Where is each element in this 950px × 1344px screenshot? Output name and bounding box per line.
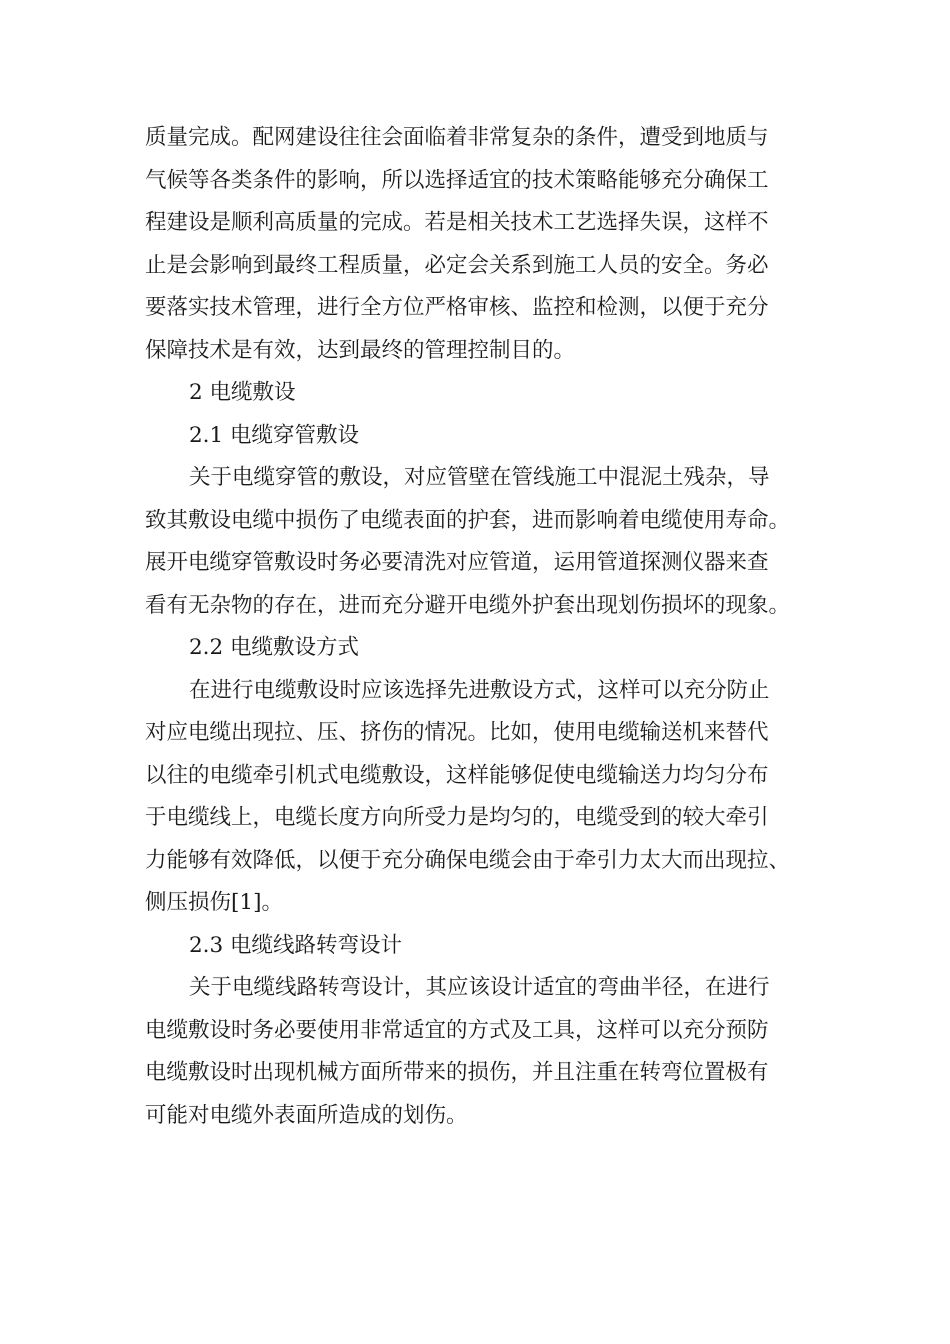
text-line: 电缆敷设时出现机械方面所带来的损伤，并且注重在转弯位置极有	[145, 1060, 769, 1085]
text-line: 要落实技术管理，进行全方位严格审核、监控和检测，以便于充分	[145, 295, 769, 320]
section-heading-2-2: 2.2 电缆敷设方式	[189, 635, 360, 660]
section-2-3-paragraph	[145, 967, 825, 1137]
text-line: 看有无杂物的存在，进而充分避开电缆外护套出现划伤损坏的现象。	[145, 592, 791, 618]
text-line: 可能对电缆外表面所造成的划伤。	[145, 1102, 468, 1128]
section-heading-2: 2 电缆敷设	[189, 380, 296, 405]
intro-paragraph	[145, 117, 825, 372]
section-2-2-paragraph	[145, 670, 825, 925]
document-page	[145, 117, 825, 1137]
text-line: 力能够有效降低，以便于充分确保电缆会由于牵引力太大而出现拉、	[145, 847, 791, 873]
text-line: 以往的电缆牵引机式电缆敷设，这样能够促使电缆输送力均匀分布	[145, 762, 769, 788]
text-line: 气候等各类条件的影响，所以选择适宜的技术策略能够充分确保工	[145, 167, 769, 193]
text-line: 关于电缆线路转弯设计，其应该设计适宜的弯曲半径，在进行	[189, 975, 770, 1000]
text-line: 止是会影响到最终工程质量，必定会关系到施工人员的安全。务必	[145, 252, 769, 278]
section-heading-2-3: 2.3 电缆线路转弯设计	[189, 932, 403, 958]
text-line: 在进行电缆敷设时应该选择先进敷设方式，这样可以充分防止	[189, 677, 770, 703]
text-line: 致其敷设电缆中损伤了电缆表面的护套，进而影响着电缆使用寿命。	[145, 507, 791, 533]
text-line: 关于电缆穿管的敷设，对应管壁在管线施工中混泥土残杂，导	[189, 465, 770, 490]
text-line: 侧压损伤[1]。	[145, 890, 283, 915]
section-heading-2-1: 2.1 电缆穿管敷设	[189, 422, 360, 448]
text-line: 展开电缆穿管敷设时务必要清洗对应管道，运用管道探测仪器来查	[145, 550, 769, 575]
text-line: 对应电缆出现拉、压、挤伤的情况。比如，使用电缆输送机来替代	[145, 720, 769, 745]
text-line: 电缆敷设时务必要使用非常适宜的方式及工具，这样可以充分预防	[145, 1017, 769, 1043]
text-line: 保障技术是有效，达到最终的管理控制目的。	[145, 337, 576, 363]
section-2-1-paragraph	[145, 457, 825, 627]
text-line: 程建设是顺利高质量的完成。若是相关技术工艺选择失误，这样不	[145, 210, 769, 235]
text-line: 质量完成。配网建设往往会面临着非常复杂的条件，遭受到地质与	[145, 125, 769, 150]
text-line: 于电缆线上，电缆长度方向所受力是均匀的，电缆受到的较大牵引	[145, 805, 769, 830]
